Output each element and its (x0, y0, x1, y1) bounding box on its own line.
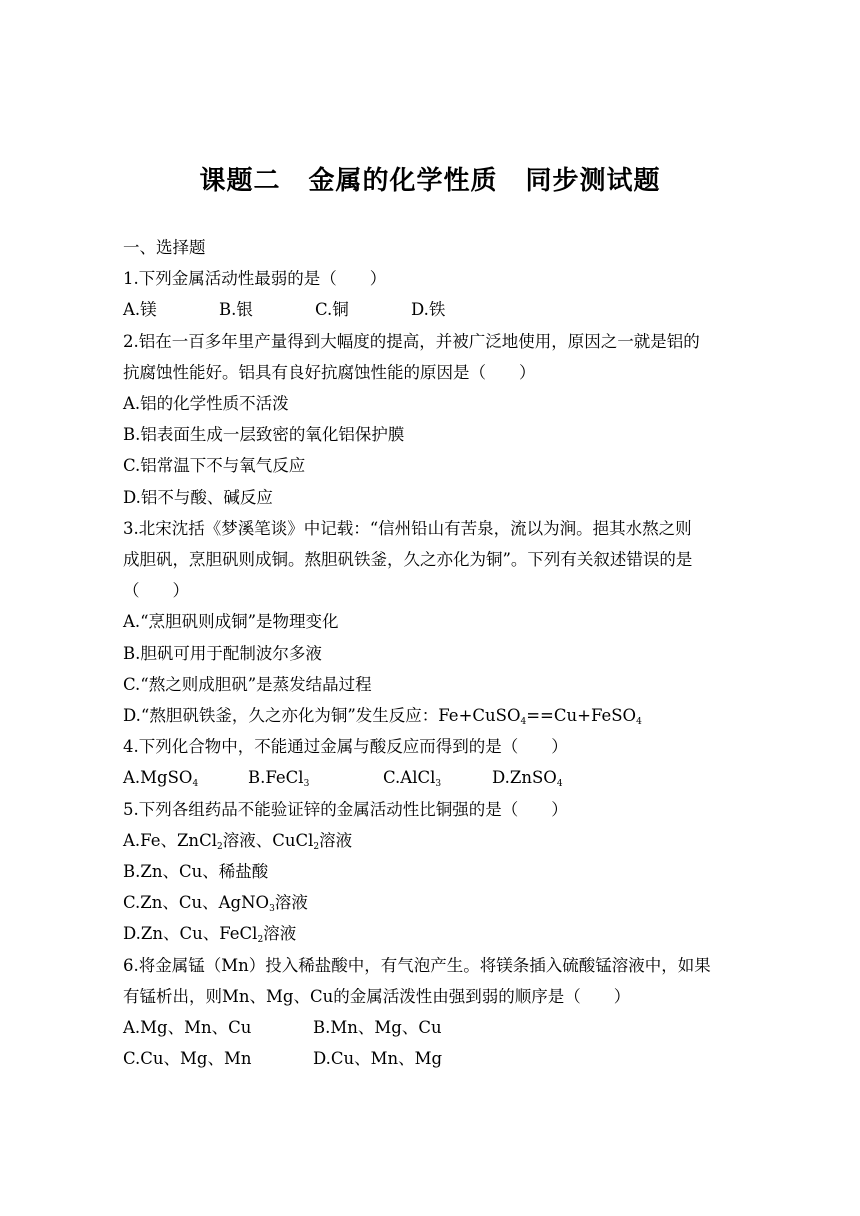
q1-option-b: B.银 (219, 300, 253, 320)
question-6-options-row-1 (123, 1012, 738, 1043)
q3-option-a: A.“烹胆矾则成铜”是物理变化 (123, 612, 339, 632)
q3-option-d (123, 700, 738, 731)
question-4-stem: 4.下列化合物中，不能通过金属与酸反应而得到的是（ ） (123, 737, 568, 757)
q3-d-text-2: ==Cu+FeSO (526, 706, 637, 726)
q2-option-d: D.铝不与酸、碱反应 (123, 487, 273, 507)
q4-option-c (383, 762, 492, 793)
q5-d-text-2: 溶液 (263, 924, 297, 944)
q6-option-b: B.Mn、Mg、Cu (313, 1018, 442, 1038)
title-part-1: 课题二 (199, 166, 281, 196)
q5-c-text-2: 溶液 (274, 893, 308, 913)
question-3-stem-line-2: 成胆矾，烹胆矾则成铜。熬胆矾铁釜，久之亦化为铜”。下列有关叙述错误的是 (123, 550, 693, 570)
question-2-stem-line-2: 抗腐蚀性能好。铝具有良好抗腐蚀性能的原因是（ ） (123, 362, 536, 382)
question-6-stem-line-1: 6.将金属锰（Mn）投入稀盐酸中，有气泡产生。将镁条插入硫酸锰溶液中，如果 (123, 955, 711, 975)
subscript: 4 (520, 717, 527, 728)
q5-option-d (123, 918, 738, 949)
title-part-2: 金属的化学性质 (308, 166, 498, 196)
question-4-options (123, 762, 738, 793)
q4-a-text: A.MgSO (123, 768, 193, 788)
subscript: 3 (269, 904, 275, 915)
subscript: 4 (192, 779, 199, 790)
q2-option-b: B.铝表面生成一层致密的氧化铝保护膜 (123, 425, 405, 445)
subscript: 2 (257, 935, 264, 946)
q5-a-text-2: 溶液、CuCl (222, 830, 314, 850)
q5-option-c (123, 887, 738, 918)
q4-option-d (492, 762, 563, 793)
subscript: 2 (313, 841, 320, 852)
question-2-stem-line-1: 2.铝在一百多年里产量得到大幅度的提高，并被广泛地使用，原因之一就是铝的 (123, 331, 700, 351)
subscript: 4 (556, 779, 563, 790)
q2-option-a: A.铝的化学性质不活泼 (123, 394, 289, 414)
q4-option-a (123, 762, 248, 793)
question-3-stem-line-1: 3.北宋沈括《梦溪笔谈》中记载：“信州铅山有苦泉，流以为涧。挹其水熬之则 (123, 518, 692, 538)
question-3-stem-line-3: （ ） (123, 581, 189, 601)
question-5-stem: 5.下列各组药品不能验证锌的金属活动性比铜强的是（ ） (123, 799, 568, 819)
q3-option-c: C.“熬之则成胆矾”是蒸发结晶过程 (123, 674, 372, 694)
q4-d-text: D.ZnSO (492, 768, 557, 788)
q1-option-d: D.铁 (411, 300, 446, 320)
document-body (123, 232, 738, 1074)
q3-d-text: D.“熬胆矾铁釜，久之亦化为铜”发生反应：Fe+CuSO (123, 706, 521, 726)
q3-option-b: B.胆矾可用于配制波尔多液 (123, 643, 322, 663)
subscript: 3 (303, 779, 310, 790)
subscript: 3 (435, 779, 442, 790)
question-1-stem: 1.下列金属活动性最弱的是（ ） (123, 269, 387, 289)
q6-option-a: A.Mg、Mn、Cu (123, 1018, 252, 1038)
q5-d-text: D.Zn、Cu、FeCl (123, 924, 258, 944)
subscript: 4 (636, 717, 642, 728)
q6-option-c: C.Cu、Mg、Mn (123, 1049, 252, 1069)
q1-option-a: A.镁 (123, 300, 157, 320)
q5-a-text-3: 溶液 (319, 830, 353, 850)
title-part-3: 同步测试题 (525, 166, 661, 196)
question-6-options-row-2 (123, 1043, 738, 1074)
q2-option-c: C.铝常温下不与氧气反应 (123, 456, 306, 476)
q5-option-a (123, 825, 738, 856)
q4-c-text: C.AlCl (383, 768, 436, 788)
question-6-stem-line-2: 有锰析出，则Mn、Mg、Cu的金属活泼性由强到弱的顺序是（ ） (123, 986, 631, 1006)
q6-option-d: D.Cu、Mn、Mg (313, 1049, 443, 1069)
subscript: 2 (216, 841, 223, 852)
q5-c-text: C.Zn、Cu、AgNO (123, 893, 270, 913)
question-1-options (123, 294, 738, 325)
page-title (0, 160, 860, 197)
section-heading: 一、选择题 (123, 238, 206, 257)
q5-option-b: B.Zn、Cu、稀盐酸 (123, 862, 269, 882)
q5-a-text: A.Fe、ZnCl (123, 830, 217, 850)
q4-option-b (248, 762, 383, 793)
q1-option-c: C.铜 (315, 300, 349, 320)
q4-b-text: B.FeCl (248, 768, 304, 788)
